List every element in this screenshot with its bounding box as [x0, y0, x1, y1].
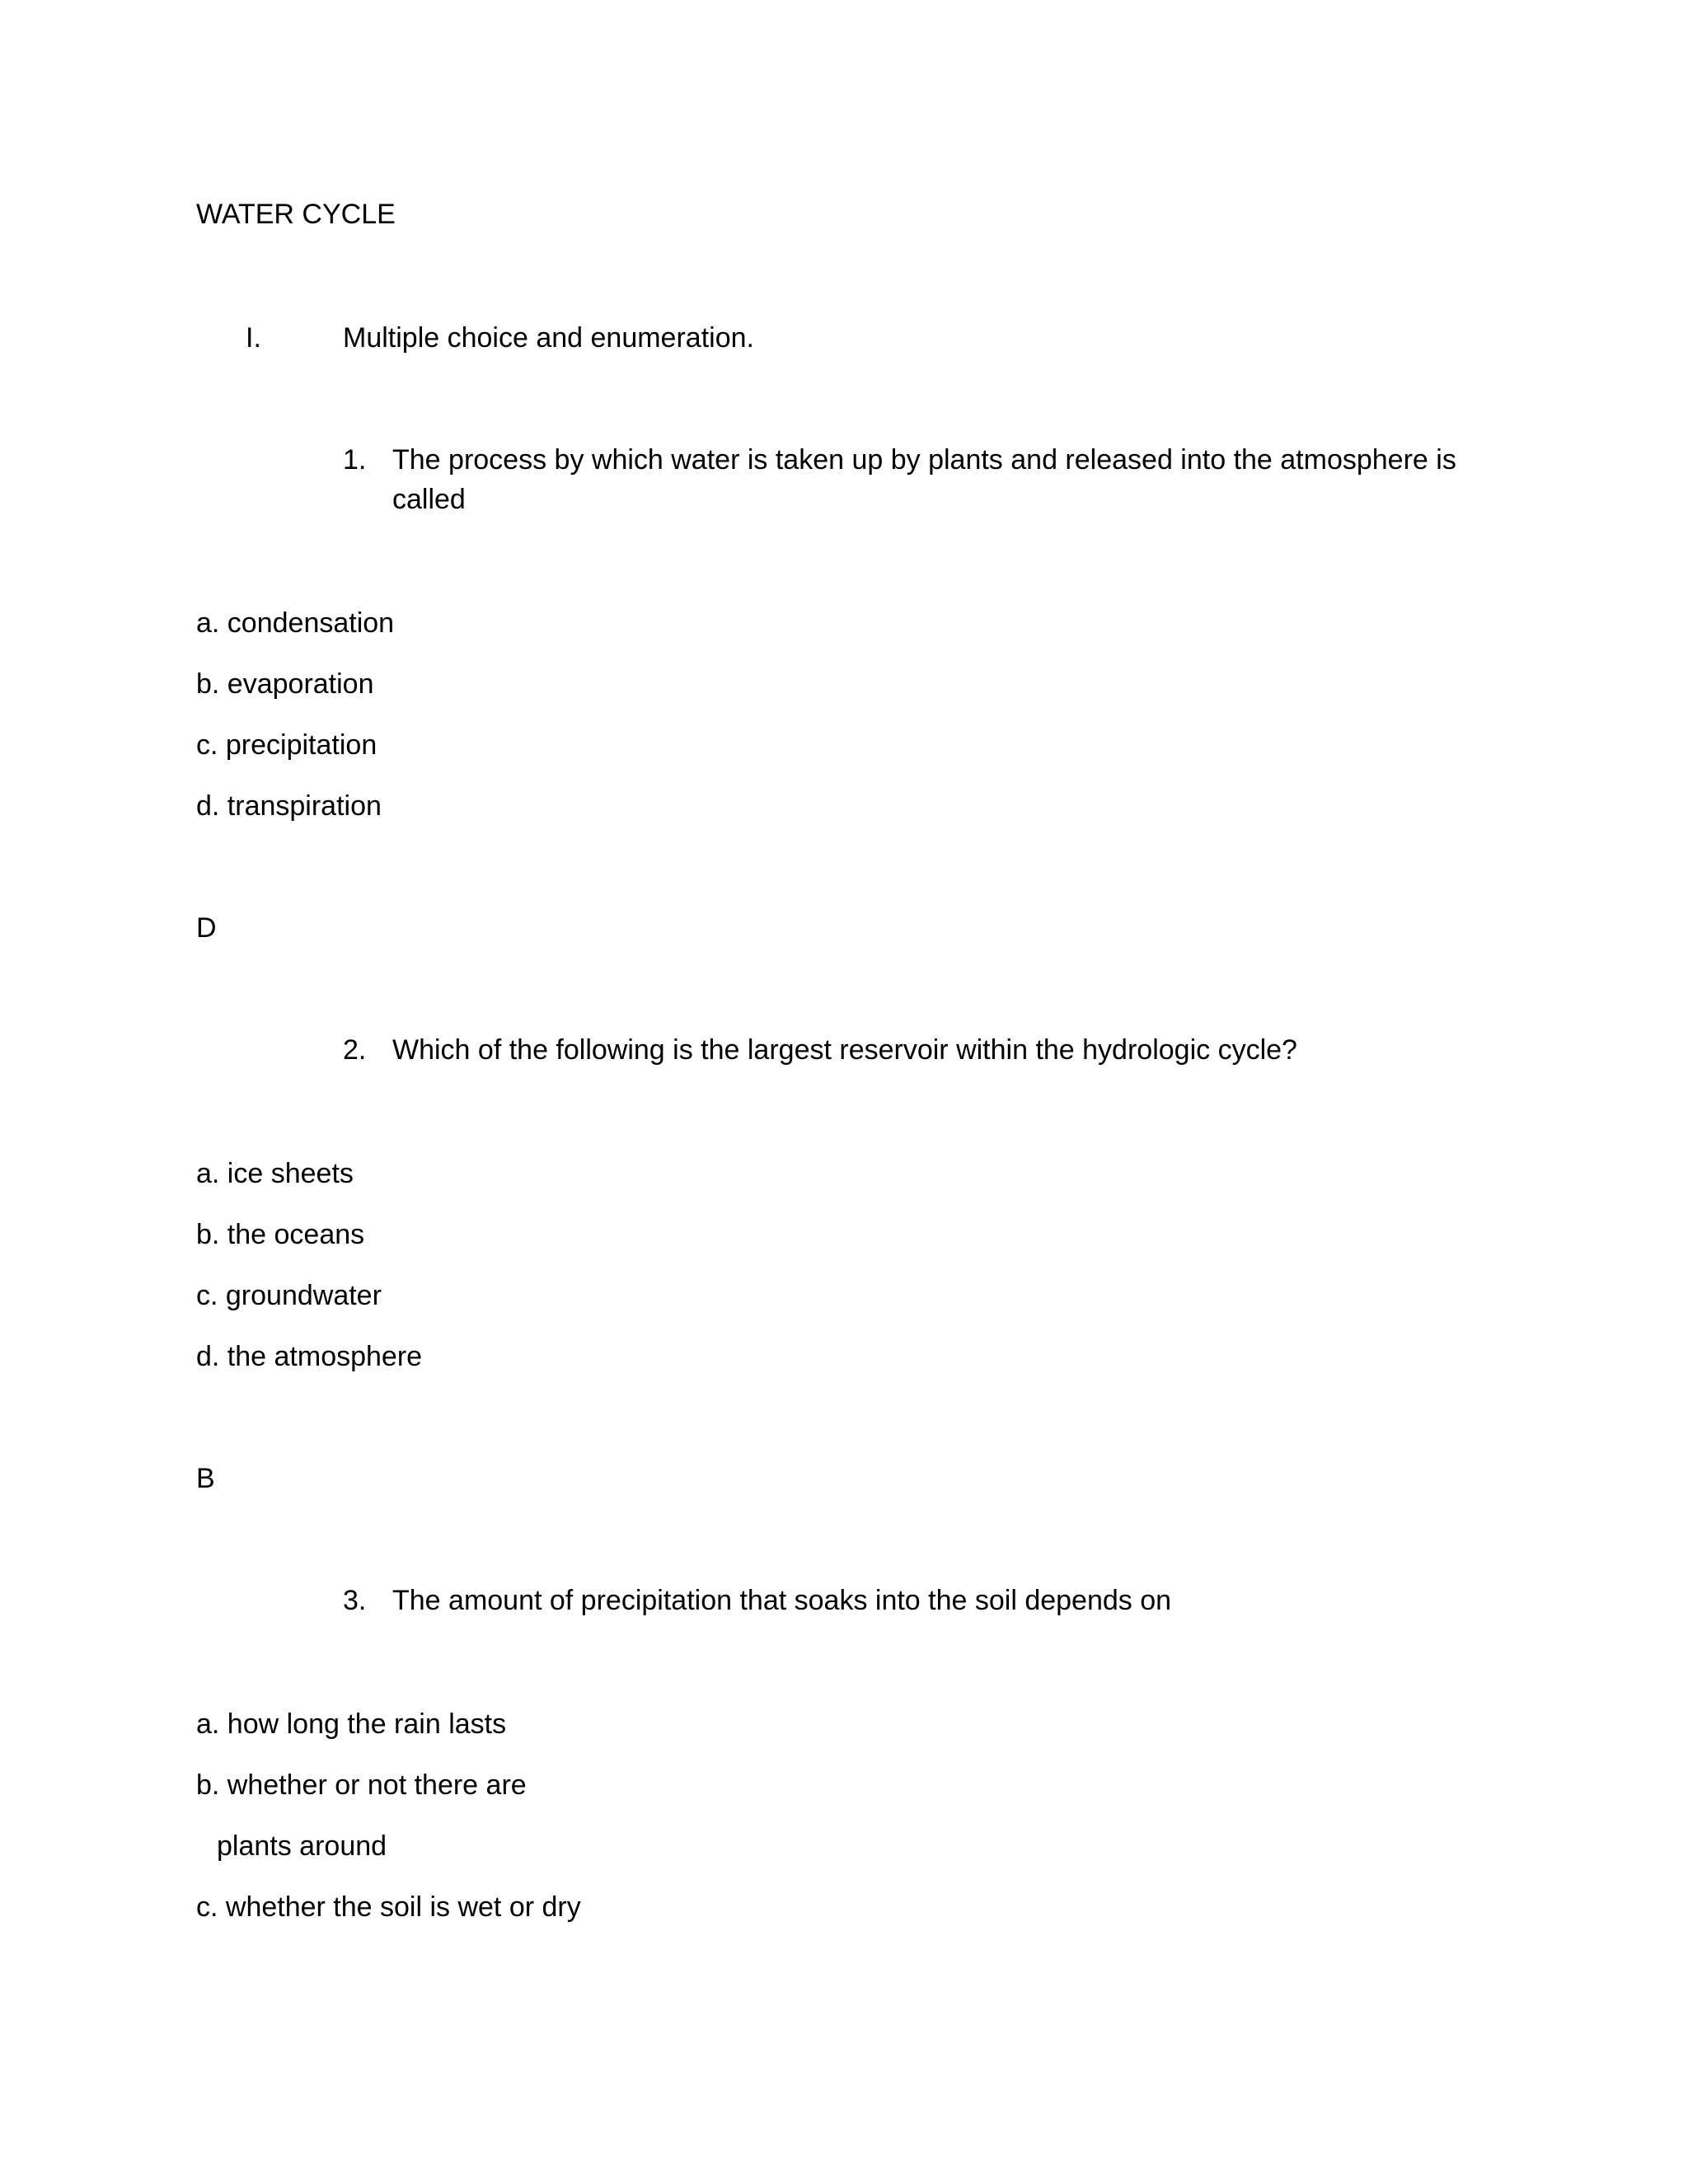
answer-option: b. whether or not there are — [196, 1769, 527, 1801]
answer-option-continued: plants around — [217, 1830, 387, 1862]
answer-option: a. how long the rain lasts — [196, 1708, 507, 1740]
answer-option: d. the atmosphere — [196, 1341, 423, 1372]
answer-option: c. groundwater — [196, 1280, 382, 1311]
document-title: WATER CYCLE — [196, 199, 396, 230]
question-number: 1. — [343, 444, 367, 476]
question-text: The amount of precipitation that soaks into the soil depends on — [392, 1585, 1172, 1616]
answer-option: d. transpiration — [196, 790, 382, 822]
question-text-continued: called — [392, 484, 466, 515]
answer-option: c. precipitation — [196, 729, 377, 761]
question-text: Which of the following is the largest reservoir within the hydrologic cycle? — [392, 1034, 1297, 1066]
answer-key: B — [196, 1463, 215, 1494]
answer-option: b. evaporation — [196, 668, 374, 700]
question-number: 3. — [343, 1585, 367, 1616]
answer-option: c. whether the soil is wet or dry — [196, 1891, 581, 1923]
question-text: The process by which water is taken up by plants and released into the atmosphere is — [392, 444, 1456, 476]
answer-option: b. the oceans — [196, 1219, 365, 1250]
question-number: 2. — [343, 1034, 367, 1066]
answer-key: D — [196, 912, 217, 944]
answer-option: a. ice sheets — [196, 1158, 354, 1189]
section-numeral: I. — [246, 322, 261, 354]
section-heading: Multiple choice and enumeration. — [343, 322, 754, 354]
answer-option: a. condensation — [196, 607, 395, 639]
